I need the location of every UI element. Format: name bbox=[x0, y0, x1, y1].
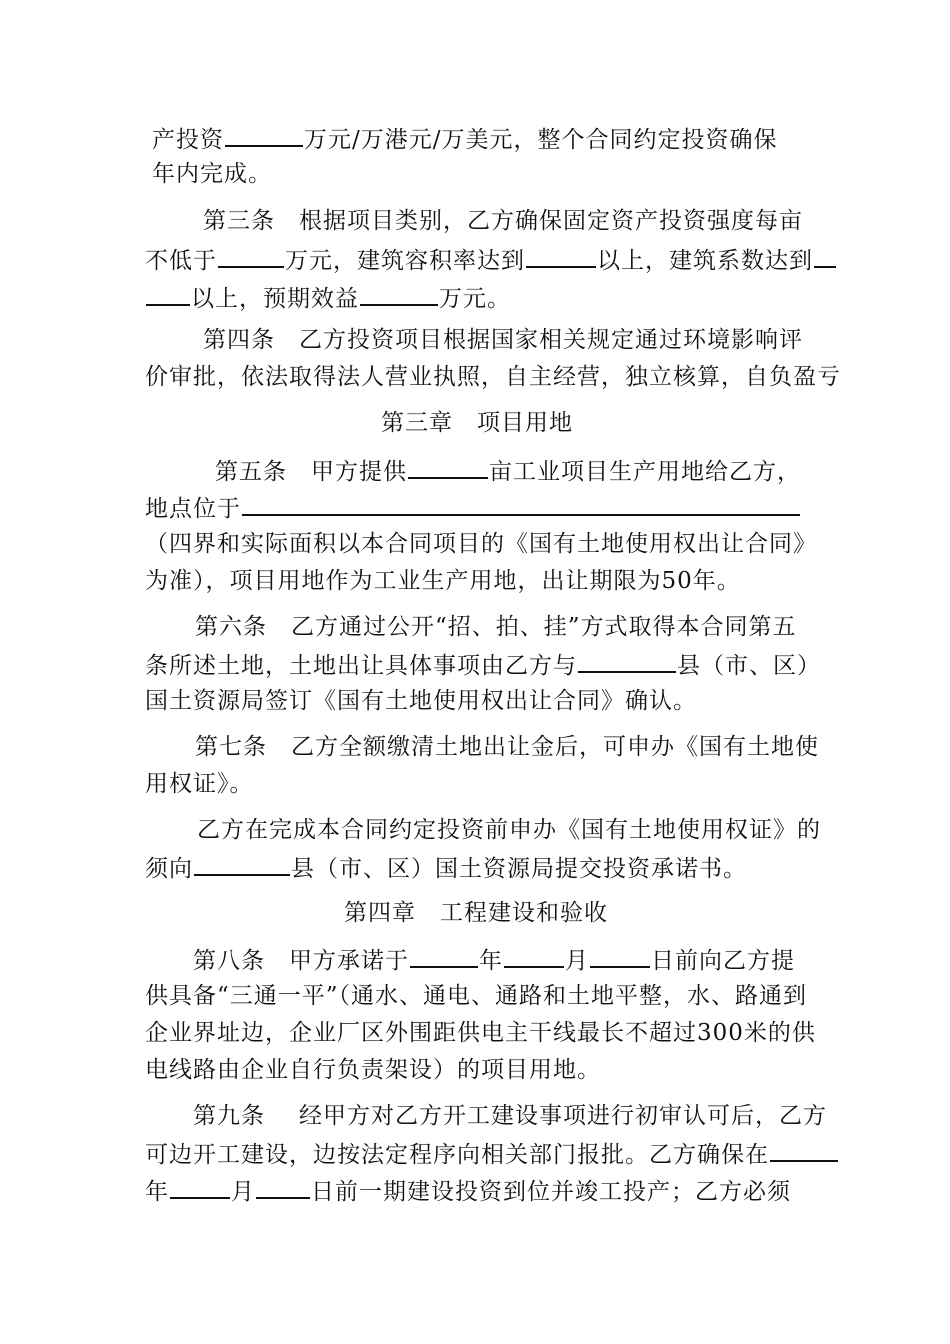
article-5-line-2 bbox=[145, 492, 801, 524]
article-9-line-1 bbox=[193, 1101, 827, 1131]
text: 月 bbox=[231, 1179, 255, 1205]
fill-blank bbox=[170, 1175, 230, 1199]
text: 根据项目类别，乙方确保固定资产投资强度每亩 bbox=[299, 208, 803, 234]
text: 日前向乙方提 bbox=[651, 948, 795, 974]
text: 万元/万港元/万美元，整个合同约定投资确保 bbox=[304, 127, 778, 153]
paragraph-line-1 bbox=[197, 815, 821, 845]
text: 供具备“三通一平”（通水、通电、通路和土地平整，水、路通到 bbox=[145, 983, 808, 1009]
text: 年 bbox=[479, 948, 503, 974]
text: 国土资源局签订《国有土地使用权出让合同》确认。 bbox=[145, 688, 697, 714]
chapter-title: 工程建设和验收 bbox=[440, 900, 608, 926]
article-9-line-2 bbox=[145, 1138, 839, 1170]
text: 月 bbox=[565, 948, 589, 974]
fill-blank bbox=[578, 649, 676, 673]
text: 不低于 bbox=[145, 248, 217, 274]
text: 为准），项目用地作为工业生产用地，出让期限为50年。 bbox=[145, 568, 741, 594]
text: 条所述土地，土地出让具体事项由乙方与 bbox=[145, 653, 577, 679]
text: 乙方在完成本合同约定投资前申办《国有土地使用权证》的 bbox=[197, 817, 821, 843]
article-9-line-3 bbox=[145, 1175, 791, 1207]
article-8-line-1 bbox=[193, 944, 795, 976]
text: 用权证》。 bbox=[145, 771, 254, 797]
fill-blank bbox=[770, 1138, 838, 1162]
fill-blank bbox=[146, 282, 190, 306]
fill-blank bbox=[408, 455, 488, 479]
article-label: 第六条 bbox=[195, 614, 267, 640]
article-label: 第三条 bbox=[203, 208, 275, 234]
paragraph-line-2 bbox=[145, 852, 747, 884]
article-5-line-3 bbox=[145, 529, 817, 559]
fill-blank bbox=[410, 944, 478, 968]
article-label: 第七条 bbox=[195, 734, 267, 760]
article-3-line-3 bbox=[145, 282, 511, 314]
text: 县（市、区）国土资源局提交投资承诺书。 bbox=[291, 856, 747, 882]
article-6-line-2 bbox=[145, 649, 821, 681]
text: 年内完成。 bbox=[152, 161, 272, 187]
text: 日前一期建设投资到位并竣工投产；乙方必须 bbox=[311, 1179, 791, 1205]
article-5-line-1 bbox=[215, 455, 801, 487]
article-4-line-1 bbox=[203, 325, 803, 355]
article-6-line-1 bbox=[195, 612, 797, 642]
article-4-line-2 bbox=[145, 362, 841, 392]
text: 甲方承诺于 bbox=[289, 948, 409, 974]
text: 须向 bbox=[145, 856, 193, 882]
text: 电线路由企业自行负责架设）的项目用地。 bbox=[145, 1057, 601, 1083]
chapter-label: 第三章 bbox=[381, 410, 453, 436]
fill-blank bbox=[526, 244, 596, 268]
article-label: 第四条 bbox=[203, 327, 275, 353]
text: 乙方通过公开“招、拍、挂”方式取得本合同第五 bbox=[291, 614, 797, 640]
article-3-line-1 bbox=[203, 206, 803, 236]
text-line bbox=[152, 123, 778, 155]
fill-blank bbox=[360, 282, 438, 306]
text: 价审批，依法取得法人营业执照，自主经营，独立核算，自负盈亏 bbox=[145, 364, 841, 390]
chapter-label: 第四章 bbox=[344, 900, 416, 926]
text: 乙方全额缴清土地出让金后，可申办《国有土地使 bbox=[291, 734, 819, 760]
fill-blank bbox=[590, 944, 650, 968]
text: 甲方提供 bbox=[311, 459, 407, 485]
article-6-line-3 bbox=[145, 686, 697, 716]
article-label: 第九条 bbox=[193, 1103, 265, 1129]
text: 万元，建筑容积率达到 bbox=[285, 248, 525, 274]
chapter-4-heading bbox=[344, 898, 608, 928]
text: 经甲方对乙方开工建设事项进行初审认可后，乙方 bbox=[299, 1103, 827, 1129]
text: 县（市、区） bbox=[677, 653, 821, 679]
fill-blank bbox=[194, 852, 290, 876]
article-7-line-2 bbox=[145, 769, 254, 799]
text: （四界和实际面积以本合同项目的《国有土地使用权出让合同》 bbox=[145, 531, 817, 557]
fill-blank bbox=[225, 123, 303, 147]
text: 可边开工建设，边按法定程序向相关部门报批。乙方确保在 bbox=[145, 1142, 769, 1168]
text: 产投资 bbox=[152, 127, 224, 153]
article-7-line-1 bbox=[195, 732, 819, 762]
fill-blank bbox=[242, 492, 800, 516]
text: 以上，预期效益 bbox=[191, 286, 359, 312]
article-label: 第五条 bbox=[215, 459, 287, 485]
chapter-3-heading bbox=[381, 408, 573, 438]
article-3-line-2 bbox=[145, 244, 837, 276]
text: 企业界址边，企业厂区外围距供电主干线最长不超过300米的供 bbox=[145, 1020, 816, 1046]
fill-blank bbox=[218, 244, 284, 268]
article-8-line-2 bbox=[145, 981, 807, 1011]
text: 亩工业项目生产用地给乙方， bbox=[489, 459, 801, 485]
fill-blank bbox=[256, 1175, 310, 1199]
text: 以上，建筑系数达到 bbox=[597, 248, 813, 274]
fill-blank bbox=[814, 244, 836, 268]
chapter-title: 项目用地 bbox=[477, 410, 573, 436]
fill-blank bbox=[504, 944, 564, 968]
text: 年 bbox=[145, 1179, 169, 1205]
text-line bbox=[152, 159, 272, 189]
article-label: 第八条 bbox=[193, 948, 265, 974]
text: 乙方投资项目根据国家相关规定通过环境影响评 bbox=[299, 327, 803, 353]
text: 万元。 bbox=[439, 286, 511, 312]
article-8-line-4 bbox=[145, 1055, 601, 1085]
text: 地点位于 bbox=[145, 496, 241, 522]
article-5-line-4 bbox=[145, 566, 741, 596]
article-8-line-3 bbox=[145, 1018, 816, 1048]
